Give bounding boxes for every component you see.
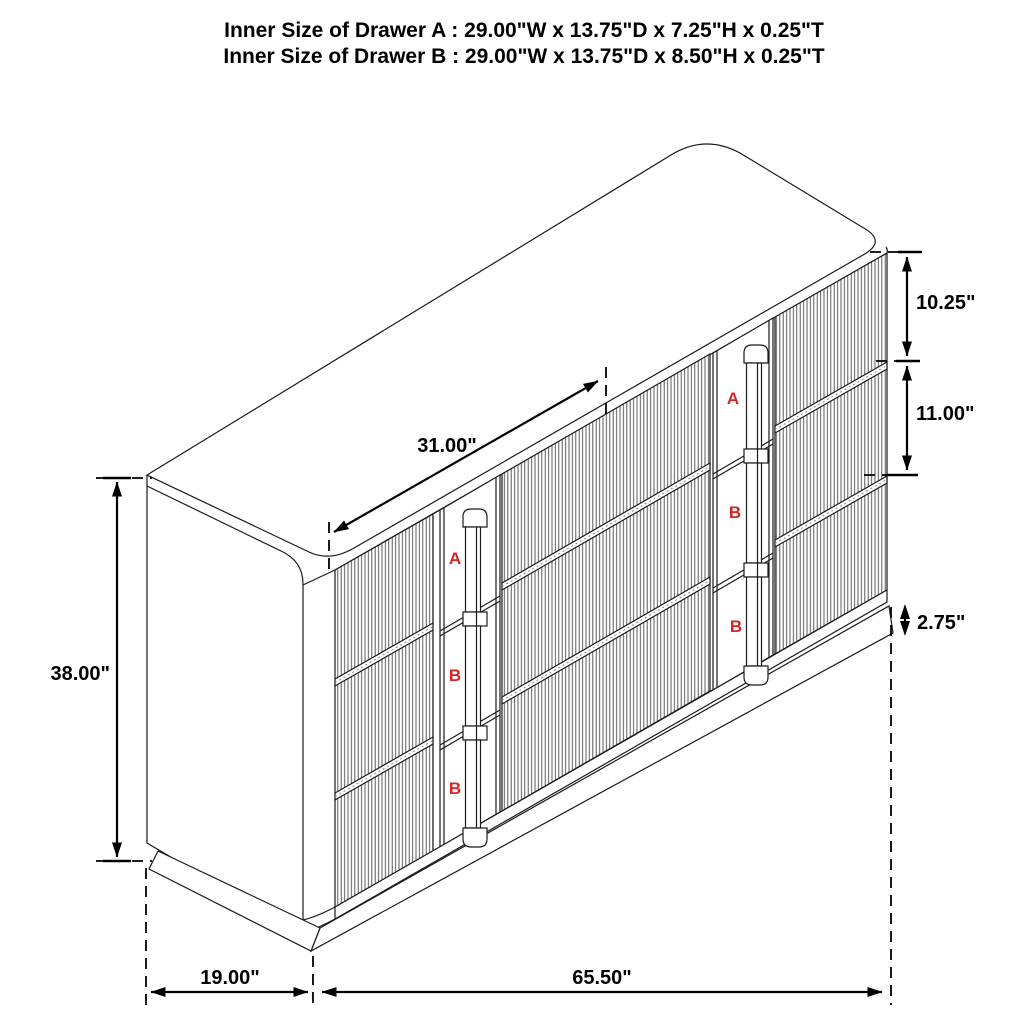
drawer-label-right-b2: B <box>729 617 743 636</box>
title-line-drawer-b: Inner Size of Drawer B : 29.00"W x 13.75"D x 8.50"H x 0.25"T <box>223 45 825 68</box>
drawer-label-right-a: A <box>726 389 740 408</box>
dresser-drawing <box>147 144 893 951</box>
dimension-base-height <box>900 604 965 636</box>
drawer-stile-right <box>710 318 775 691</box>
title-block <box>24 18 1024 70</box>
drawer-a-height-label: 10.25" <box>916 292 976 314</box>
top-width-label: 31.00" <box>417 435 477 457</box>
title-line-drawer-a: Inner Size of Drawer A : 29.00"W x 13.75"D x 7.25"H x 0.25"T <box>224 19 824 42</box>
overall-height-label: 38.00" <box>50 663 110 685</box>
drawer-label-left-b2: B <box>448 779 462 798</box>
dimension-overall-height <box>50 478 152 861</box>
overall-width-label: 65.50" <box>572 967 632 989</box>
drawer-label-right-b1: B <box>728 503 742 522</box>
drawer-label-left-b1: B <box>448 666 462 685</box>
drawer-b-height-label: 11.00" <box>916 403 975 425</box>
base-height-label: 2.75" <box>917 612 966 634</box>
drawer-label-left-a: A <box>448 549 462 568</box>
fluted-panel-right <box>775 253 887 654</box>
side-depth-label: 19.00" <box>200 967 260 989</box>
fluted-panel-left <box>335 514 433 907</box>
